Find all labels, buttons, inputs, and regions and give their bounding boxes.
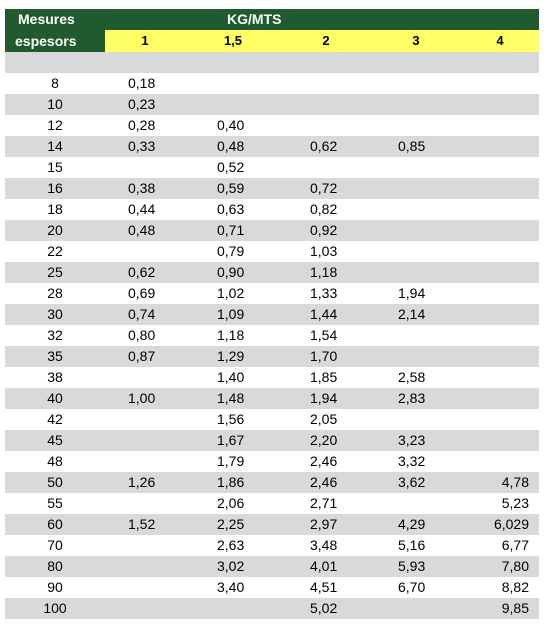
row-size: 28 — [47, 285, 63, 301]
row-value: 2,06 — [217, 495, 245, 511]
table-row — [5, 262, 539, 283]
row-value: 0,82 — [310, 201, 338, 217]
row-value: 1,40 — [217, 369, 245, 385]
row-value: 2,97 — [310, 516, 338, 532]
row-value: 6,70 — [398, 579, 426, 595]
row-value: 4,01 — [310, 558, 338, 574]
row-value: 1,86 — [217, 474, 245, 490]
row-size: 60 — [47, 516, 63, 532]
row-value: 0,72 — [310, 180, 338, 196]
spacer-row — [5, 52, 539, 73]
table-row — [5, 94, 539, 115]
row-value: 0,48 — [217, 138, 245, 154]
table-row — [5, 409, 539, 430]
row-value: 1,48 — [217, 390, 245, 406]
table-row — [5, 493, 539, 514]
row-value: 5,16 — [398, 537, 426, 553]
row-value: 2,83 — [398, 390, 426, 406]
row-value: 1,94 — [310, 390, 338, 406]
table-row — [5, 451, 539, 472]
table-row — [5, 199, 539, 220]
row-size: 90 — [47, 579, 63, 595]
table-row — [5, 136, 539, 157]
mesures-label: Mesures — [18, 11, 75, 27]
row-value: 4,29 — [398, 516, 426, 532]
table-row — [5, 514, 539, 535]
row-value: 1,18 — [310, 264, 338, 280]
row-value: 2,63 — [217, 537, 245, 553]
row-value: 0,48 — [128, 222, 156, 238]
row-size: 50 — [47, 474, 63, 490]
table-row — [5, 220, 539, 241]
row-value: 1,44 — [310, 306, 338, 322]
espesors-label: espesors — [15, 33, 77, 49]
row-value: 0,40 — [217, 117, 245, 133]
header-band — [5, 9, 539, 30]
row-size: 80 — [47, 558, 63, 574]
row-value: 5,23 — [501, 495, 529, 511]
row-value: 0,33 — [128, 138, 156, 154]
table-row — [5, 535, 539, 556]
row-size: 42 — [47, 411, 63, 427]
row-size: 22 — [47, 243, 63, 259]
table-row — [5, 241, 539, 262]
row-value: 0,90 — [217, 264, 245, 280]
row-value: 1,79 — [217, 453, 245, 469]
column-headers — [105, 30, 539, 52]
row-value: 8,82 — [501, 579, 529, 595]
row-value: 3,48 — [310, 537, 338, 553]
row-value: 1,94 — [398, 285, 426, 301]
row-value: 5,02 — [310, 600, 338, 616]
row-value: 0,28 — [128, 117, 156, 133]
table-row — [5, 577, 539, 598]
row-value: 0,59 — [217, 180, 245, 196]
row-value: 2,58 — [398, 369, 426, 385]
table-row — [5, 556, 539, 577]
row-size: 55 — [47, 495, 63, 511]
kg-mts-label: KG/MTS — [227, 11, 282, 27]
row-size: 15 — [47, 159, 63, 175]
row-value: 1,56 — [217, 411, 245, 427]
table-row — [5, 115, 539, 136]
row-value: 9,85 — [501, 600, 529, 616]
row-value: 0,87 — [128, 348, 156, 364]
row-value: 2,25 — [217, 516, 245, 532]
col-header-1-5: 1,5 — [223, 33, 243, 48]
row-value: 1,29 — [217, 348, 245, 364]
row-value: 0,92 — [310, 222, 338, 238]
row-value: 5,93 — [398, 558, 426, 574]
row-value: 0,80 — [128, 327, 156, 343]
table-row — [5, 283, 539, 304]
row-value: 7,80 — [501, 558, 529, 574]
row-size: 30 — [47, 306, 63, 322]
row-value: 2,46 — [310, 474, 338, 490]
row-value: 1,26 — [128, 474, 156, 490]
row-value: 0,62 — [128, 264, 156, 280]
row-value: 1,18 — [217, 327, 245, 343]
row-value: 3,40 — [217, 579, 245, 595]
row-value: 0,38 — [128, 180, 156, 196]
row-value: 1,52 — [128, 516, 156, 532]
row-value: 6,029 — [493, 516, 529, 532]
table-row — [5, 304, 539, 325]
row-size: 38 — [47, 369, 63, 385]
row-value: 2,71 — [310, 495, 338, 511]
row-size: 14 — [47, 138, 63, 154]
row-value: 1,03 — [310, 243, 338, 259]
row-value: 0,71 — [217, 222, 245, 238]
row-value: 2,05 — [310, 411, 338, 427]
row-value: 3,32 — [398, 453, 426, 469]
row-value: 1,70 — [310, 348, 338, 364]
row-value: 3,02 — [217, 558, 245, 574]
row-value: 4,78 — [501, 474, 529, 490]
row-size: 8 — [51, 75, 59, 91]
row-size: 48 — [47, 453, 63, 469]
row-size: 45 — [47, 432, 63, 448]
row-value: 0,18 — [128, 75, 156, 91]
row-value: 2,46 — [310, 453, 338, 469]
col-header-4: 4 — [496, 33, 504, 48]
row-value: 2,20 — [310, 432, 338, 448]
table-row — [5, 388, 539, 409]
row-size: 10 — [47, 96, 63, 112]
row-value: 0,74 — [128, 306, 156, 322]
row-value: 0,44 — [128, 201, 156, 217]
row-size: 70 — [47, 537, 63, 553]
table-row — [5, 325, 539, 346]
table-row — [5, 178, 539, 199]
row-value: 3,62 — [398, 474, 426, 490]
table-row — [5, 367, 539, 388]
row-size: 25 — [47, 264, 63, 280]
row-size: 16 — [47, 180, 63, 196]
column-header-row — [5, 30, 539, 52]
row-value: 1,00 — [128, 390, 156, 406]
col-header-2: 2 — [322, 33, 330, 48]
table-row — [5, 472, 539, 493]
table-row — [5, 346, 539, 367]
table-row — [5, 157, 539, 178]
row-value: 1,54 — [310, 327, 338, 343]
row-value: 0,52 — [217, 159, 245, 175]
table-row — [5, 598, 539, 619]
row-size: 35 — [47, 348, 63, 364]
row-value: 1,67 — [217, 432, 245, 448]
col-header-1: 1 — [141, 33, 149, 48]
row-value: 1,09 — [217, 306, 245, 322]
row-size: 12 — [47, 117, 63, 133]
col-header-3: 3 — [412, 33, 420, 48]
row-size: 40 — [47, 390, 63, 406]
espesors-cell — [5, 30, 105, 52]
row-value: 6,77 — [501, 537, 529, 553]
row-value: 0,62 — [310, 138, 338, 154]
row-value: 0,85 — [398, 138, 426, 154]
row-value: 0,63 — [217, 201, 245, 217]
row-value: 4,51 — [310, 579, 338, 595]
row-value: 0,79 — [217, 243, 245, 259]
row-value: 1,33 — [310, 285, 338, 301]
row-value: 3,23 — [398, 432, 426, 448]
row-value: 1,85 — [310, 369, 338, 385]
row-size: 20 — [47, 222, 63, 238]
row-size: 18 — [47, 201, 63, 217]
row-size: 32 — [47, 327, 63, 343]
row-value: 0,23 — [128, 96, 156, 112]
row-size: 100 — [43, 600, 67, 616]
row-value: 1,02 — [217, 285, 245, 301]
table-row — [5, 73, 539, 94]
row-value: 2,14 — [398, 306, 426, 322]
table-row — [5, 430, 539, 451]
row-value: 0,69 — [128, 285, 156, 301]
